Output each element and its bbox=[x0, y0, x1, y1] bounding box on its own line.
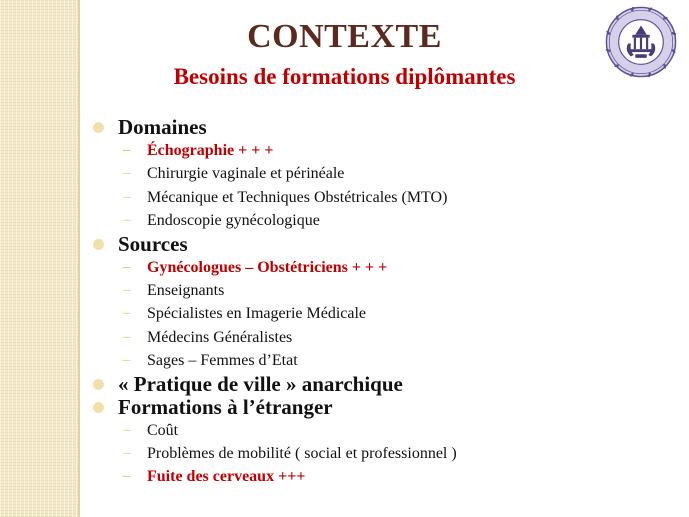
list-item-text: Enseignants bbox=[147, 281, 225, 299]
section-label: Formations à l’étranger bbox=[118, 394, 333, 419]
list-item-text: Médecins Généralistes bbox=[147, 328, 293, 346]
list-item-text: Coût bbox=[147, 421, 179, 439]
dash-icon: – bbox=[123, 421, 131, 438]
section-domaines bbox=[93, 116, 673, 139]
bullet-icon bbox=[93, 402, 104, 413]
dash-icon: – bbox=[123, 468, 131, 485]
list-item-text: Fuite des cerveaux +++ bbox=[147, 468, 306, 486]
dash-icon: – bbox=[123, 305, 131, 322]
list-item bbox=[93, 465, 673, 488]
list-item bbox=[93, 349, 673, 372]
section-label: Sources bbox=[118, 231, 188, 256]
bullet-icon bbox=[93, 122, 104, 133]
section-label: « Pratique de ville » anarchique bbox=[118, 371, 403, 396]
dash-icon: – bbox=[123, 165, 131, 182]
dash-icon: – bbox=[123, 188, 131, 205]
section-formations-etranger bbox=[93, 396, 673, 419]
bullet-icon bbox=[93, 379, 104, 390]
list-item bbox=[93, 186, 673, 209]
outline bbox=[93, 116, 673, 489]
list-item-text: Sages – Femmes d’Etat bbox=[147, 352, 298, 370]
dash-icon: – bbox=[123, 258, 131, 275]
bullet-icon bbox=[93, 239, 104, 250]
dash-icon: – bbox=[123, 281, 131, 298]
list-item bbox=[93, 279, 673, 302]
list-item-text: Échographie + + + bbox=[147, 142, 274, 159]
list-item-text: Problèmes de mobilité ( social et professionnel ) bbox=[147, 444, 457, 462]
list-item-text: Chirurgie vaginale et périnéale bbox=[147, 165, 345, 183]
section-pratique-de-ville bbox=[93, 373, 673, 396]
list-item bbox=[93, 162, 673, 185]
list-item-text: Spécialistes en Imagerie Médicale bbox=[147, 305, 367, 323]
dash-icon: – bbox=[123, 212, 131, 229]
list-item bbox=[93, 139, 673, 162]
dash-icon: – bbox=[123, 352, 131, 369]
slide-subtitle: Besoins de formations diplômantes bbox=[173, 64, 516, 89]
slide-title: CONTEXTE bbox=[247, 18, 442, 55]
section-label: Domaines bbox=[118, 115, 207, 139]
dash-icon: – bbox=[123, 444, 131, 461]
list-item bbox=[93, 256, 673, 279]
list-item bbox=[93, 326, 673, 349]
list-item bbox=[93, 419, 673, 442]
list-item-text: Mécanique et Techniques Obstétricales (MTO) bbox=[147, 188, 448, 206]
list-item-text: Endoscopie gynécologique bbox=[147, 212, 320, 230]
list-item-text: Gynécologues – Obstétriciens + + + bbox=[147, 258, 388, 276]
dash-icon: – bbox=[123, 328, 131, 345]
list-item bbox=[93, 442, 673, 465]
university-seal-icon bbox=[605, 6, 677, 78]
section-sources bbox=[93, 233, 673, 256]
list-item bbox=[93, 209, 673, 232]
list-item bbox=[93, 302, 673, 325]
dash-icon: – bbox=[123, 142, 131, 158]
